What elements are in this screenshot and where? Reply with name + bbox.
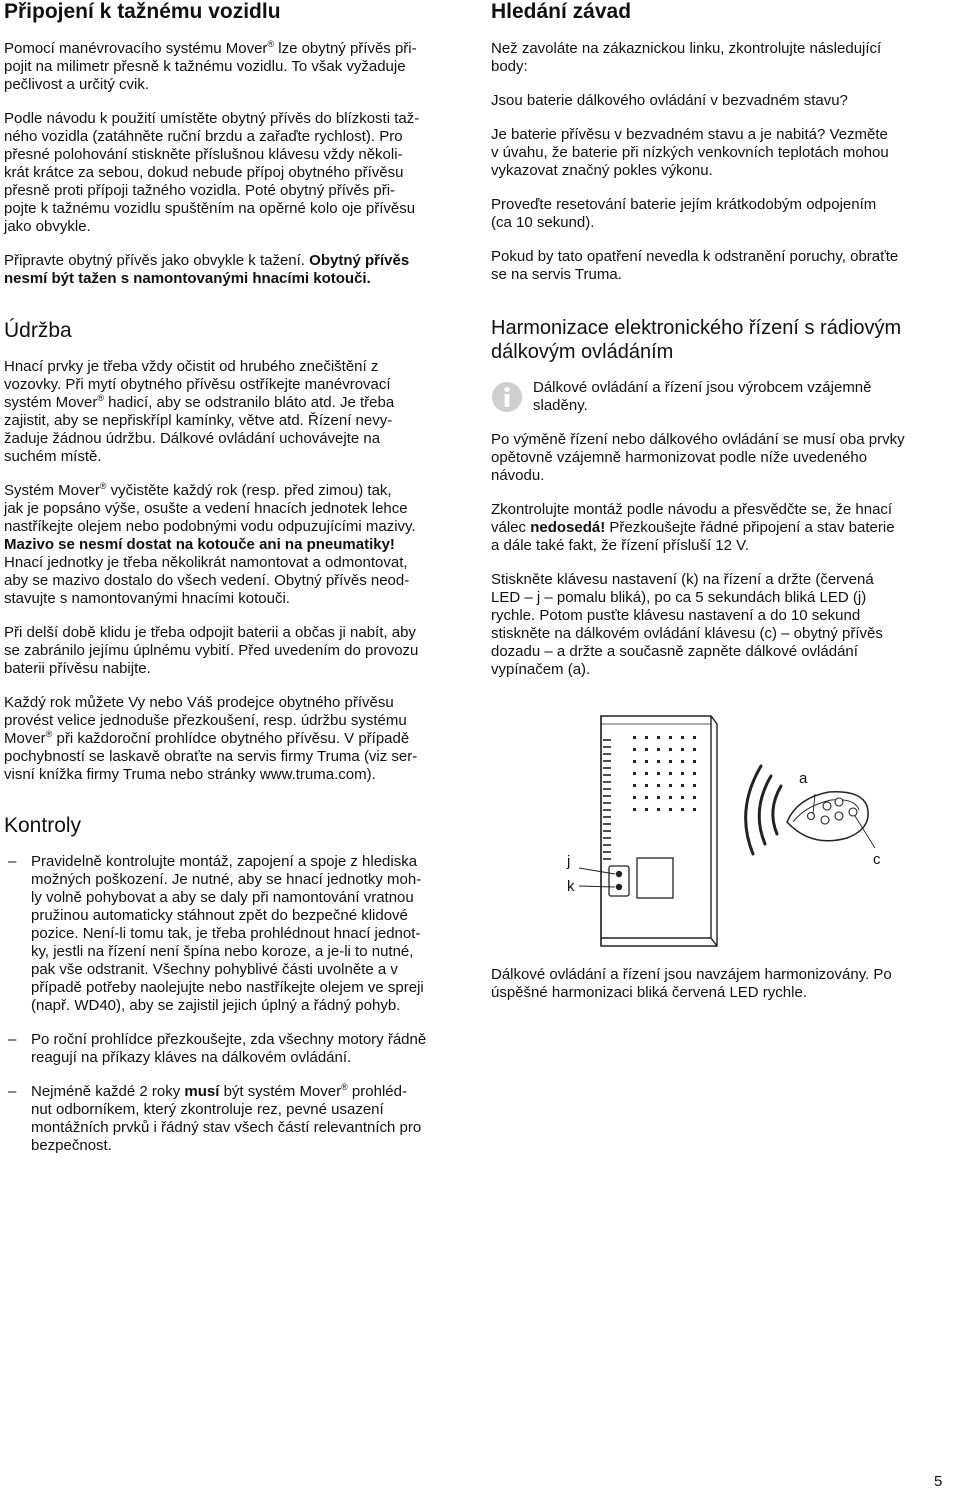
registered-mark: ® [99, 481, 107, 491]
text: systém Mover [4, 394, 98, 411]
line: Hnací prvky je třeba vždy očistit od hrubého znečištění z [4, 358, 379, 375]
checks-list [4, 853, 466, 1155]
line: vozovky. Při mytí obytného přívěsu ostříkejte manévrovací [4, 376, 391, 393]
line: přesné polohování stiskněte příslušnou klávesu vždy několi- [4, 146, 403, 163]
text: být systém Mover [219, 1083, 342, 1100]
troubleshooting-heading: Hledání závad [491, 0, 632, 23]
text: lze obytný přívěs při- [274, 40, 417, 57]
dash-bullet: – [8, 1031, 17, 1048]
remote-control-illustration [787, 792, 868, 841]
line: Podle návodu k použití umístěte obytný přívěs do blízkosti taž- [4, 110, 420, 127]
line: ky, jestli na řízení není špína nebo koroze, a je-li to nutné, [31, 943, 414, 960]
info-note [491, 379, 946, 415]
line: Při delší době klidu je třeba odpojit baterii a občas ji nabít, aby [4, 624, 416, 641]
line: jako obvykle. [4, 218, 91, 235]
line: Stiskněte klávesu nastavení (k) na řízení a držte (červená [491, 571, 874, 588]
line: baterii přívěsu nabijte. [4, 660, 151, 677]
line: přesně proti přípoji tažného vozidla. Poté obytný přívěs při- [4, 182, 396, 199]
line: krát krátce za sebou, dokud nebude přípoj obytného přívěsu [4, 164, 404, 181]
maintenance-paragraph-3 [4, 624, 466, 678]
text: Nejméně každé 2 roky [31, 1083, 185, 1100]
line: v úvahu, že baterie při nízkých venkovních teplotách mohou [491, 144, 889, 161]
line: možných poškození. Je nutné, aby se hnací jednotky moh- [31, 871, 422, 888]
coupling-heading: Připojení k tažnému vozidlu [4, 0, 281, 23]
warning-text: nesmí být tažen s namontovanými hnacími kotouči. [4, 270, 371, 287]
maintenance-paragraph-2 [4, 482, 466, 608]
line: dozadu – a držte a současně zapněte dálkové ovládání [491, 643, 858, 660]
line: Harmonizace elektronického řízení s rádiovým [491, 317, 902, 339]
text: hadicí, aby se odstranilo bláto atd. Je třeba [104, 394, 395, 411]
line: Po roční prohlídce přezkoušejte, zda všechny motory řádně [31, 1031, 427, 1048]
label-k: k [567, 878, 575, 895]
line: Dálkové ovládání a řízení jsou výrobcem vzájemně [533, 379, 872, 396]
list-item [4, 853, 466, 1015]
line: Pravidelně kontrolujte montáž, zapojení a spoje z hlediska [31, 853, 418, 870]
line: stavujte s namontovanými hnacími kotouči. [4, 590, 290, 607]
line: Po výměně řízení nebo dálkového ovládání se musí oba prvky [491, 431, 905, 448]
line: pozice. Není-li tomu tak, je třeba prohlédnout hnací jednot- [31, 925, 421, 942]
section-maintenance [4, 319, 466, 784]
label-a: a [799, 770, 808, 787]
warning-text: Obytný přívěs [304, 252, 410, 269]
line: visní knížka firmy Truma nebo stránky www.truma.com). [4, 766, 376, 783]
line: opětovně vzájemně harmonizovat podle níže uvedeného [491, 449, 868, 466]
warning-text: Mazivo se nesmí dostat na kotouče ani na pneumatiky! [4, 536, 395, 553]
info-note-text [533, 379, 946, 415]
line: jak je popsáno výše, osušte a vedení hnacích jednotek lehce [4, 500, 408, 517]
signal-waves-icon [746, 766, 781, 854]
registered-mark: ® [45, 729, 53, 739]
line: stiskněte na dálkovém ovládání klávesu (c) – obytný přívěs [491, 625, 883, 642]
section-coupling [4, 0, 466, 288]
line: Hnací jednotky je třeba několikrát namontovat a odmontovat, [4, 554, 408, 571]
text: vyčistěte každý rok (resp. před zimou) tak, [106, 482, 392, 499]
harmonization-paragraph-3 [491, 501, 946, 555]
line: Je baterie přívěsu v bezvadném stavu a je nabitá? Vezměte [491, 126, 888, 143]
line: ly volně pohybovat a aby se daly při namontování vratnou [31, 889, 414, 906]
warning-text: nedosedá! [530, 519, 606, 536]
line: se zabránilo jejímu úplnému vybití. Před uvedením do provozu [4, 642, 419, 659]
list-item [4, 1083, 466, 1155]
line: zajistit, aby se nepřiskřípl kamínky, větve atd. Řízení nevy- [4, 412, 393, 429]
troubleshooting-reset [491, 196, 946, 232]
line: dálkovým ovládáním [491, 341, 674, 363]
line: nastříkejte olejem nebo podobnými vodu odpuzujícími mazivy. [4, 518, 416, 535]
coupling-paragraph-1 [4, 40, 466, 94]
maintenance-heading: Údržba [4, 319, 72, 342]
maintenance-paragraph-1 [4, 358, 466, 466]
checks-heading: Kontroly [4, 814, 82, 837]
line: Pokud by tato opatření nevedla k odstranění poruchy, obraťte [491, 248, 899, 265]
line: a dále také fakt, že řízení přísluší 12 V. [491, 537, 749, 554]
line: pak vše odstranit. Všechny pohyblivé části uvolněte a v [31, 961, 398, 978]
line: montážních prvků i řádný stav všech částí relevantních pro [31, 1119, 422, 1136]
line: (ca 10 sekund). [491, 214, 595, 231]
label-c: c [873, 851, 881, 868]
coupling-paragraph-3 [4, 252, 466, 288]
line: (např. WD40), aby se zajistil jejich úplný a řádný pohyb. [31, 997, 401, 1014]
line: nut odborníkem, který zkontroluje rez, pevné usazení [31, 1101, 384, 1118]
line: Každý rok můžete Vy nebo Váš prodejce obytného přívěsu [4, 694, 394, 711]
line: případě potřeby naolejujte nebo nastříkejte olejem ve spreji [31, 979, 424, 996]
section-harmonization [491, 316, 946, 679]
line: Než zavoláte na zákaznickou linku, zkontrolujte následující [491, 40, 882, 57]
dash-bullet: – [8, 1083, 17, 1100]
line: rychle. Potom pusťte klávesu nastavení a do 10 sekund [491, 607, 861, 624]
registered-mark: ® [341, 1082, 348, 1092]
troubleshooting-check-2 [491, 126, 946, 180]
right-column [491, 0, 946, 679]
registered-mark: ® [97, 393, 104, 403]
troubleshooting-intro [491, 40, 946, 76]
line: žaduje žádnou údržbu. Dálkové ovládání uchovávejte na [4, 430, 381, 447]
text: pečlivost a určitý cvik. [4, 76, 150, 93]
coupling-paragraph-2 [4, 110, 466, 236]
text: válec [491, 519, 531, 536]
line: návodu. [491, 467, 545, 484]
emphasis-text: musí [184, 1083, 220, 1100]
harmonization-figure [561, 710, 897, 955]
label-j: j [567, 853, 571, 870]
troubleshooting-service [491, 248, 946, 284]
line: pružinou automaticky stáhnout zpět do bezpečné klidové [31, 907, 408, 924]
text: Připravte obytný přívěs jako obvykle k tažení. [4, 252, 305, 269]
line: LED – j – pomalu bliká), po ca 5 sekundách bliká LED (j) [491, 589, 867, 606]
line: provést velice jednoduše přezkoušení, resp. údržbu systému [4, 712, 407, 729]
troubleshooting-check-1: Jsou baterie dálkového ovládání v bezvadném stavu? [491, 92, 848, 109]
text: Mover [4, 730, 46, 747]
section-checks [4, 814, 466, 1155]
line: bezpečnost. [31, 1137, 112, 1154]
left-column [4, 0, 466, 1155]
text: při každoroční prohlídce obytného přívěsu. V případě [52, 730, 410, 747]
line: pochybností se laskavě obraťte na servis firmy Truma (viz ser- [4, 748, 418, 765]
text: Pomocí manévrovacího systému Mover [4, 40, 268, 57]
harmonization-heading [491, 316, 946, 364]
list-item [4, 1031, 466, 1067]
figure-caption [491, 966, 946, 1002]
dash-bullet: – [8, 853, 17, 870]
section-troubleshooting [491, 0, 946, 284]
line: aby se mazivo dostalo do všech vedení. Obytný přívěs neod- [4, 572, 410, 589]
line: vypínačem (a). [491, 661, 591, 678]
line: sladěny. [533, 397, 588, 414]
maintenance-paragraph-4 [4, 694, 466, 784]
led-j [616, 871, 622, 877]
harmonization-paragraph-4 [491, 571, 946, 679]
line: reagují na příkazy kláves na dálkovém ovládání. [31, 1049, 352, 1066]
line: Zkontrolujte montáž podle návodu a přesvědčte se, že hnací [491, 501, 893, 518]
harmonization-paragraph-2 [491, 431, 946, 485]
line: body: [491, 58, 528, 75]
setup-button-k [616, 884, 622, 890]
line: Dálkové ovládání a řízení jsou navzájem harmonizovány. Po [491, 966, 892, 983]
page-number: 5 [934, 1473, 943, 1490]
line: se na servis Truma. [491, 266, 622, 283]
info-icon [491, 381, 523, 413]
registered-mark: ® [267, 39, 275, 49]
line: suchém místě. [4, 448, 102, 465]
line: vykazovat značný pokles výkonu. [491, 162, 713, 179]
text: prohléd- [347, 1083, 407, 1100]
line: Proveďte resetování baterie jejím krátkodobým odpojením [491, 196, 877, 213]
line: ného vozidla (zatáhněte ruční brzdu a zařaďte rychlost). Pro [4, 128, 403, 145]
text: pojit na milimetr přesně k tažnému vozidlu. To však vyžaduje [4, 58, 406, 75]
text: Systém Mover [4, 482, 100, 499]
text: Přezkoušejte řádné připojení a stav baterie [605, 519, 895, 536]
line: úspěšné harmonizaci bliká červená LED rychle. [491, 984, 807, 1001]
line: pojte k tažnému vozidlu spuštěním na opěrné kolo oje přívěsu [4, 200, 416, 217]
